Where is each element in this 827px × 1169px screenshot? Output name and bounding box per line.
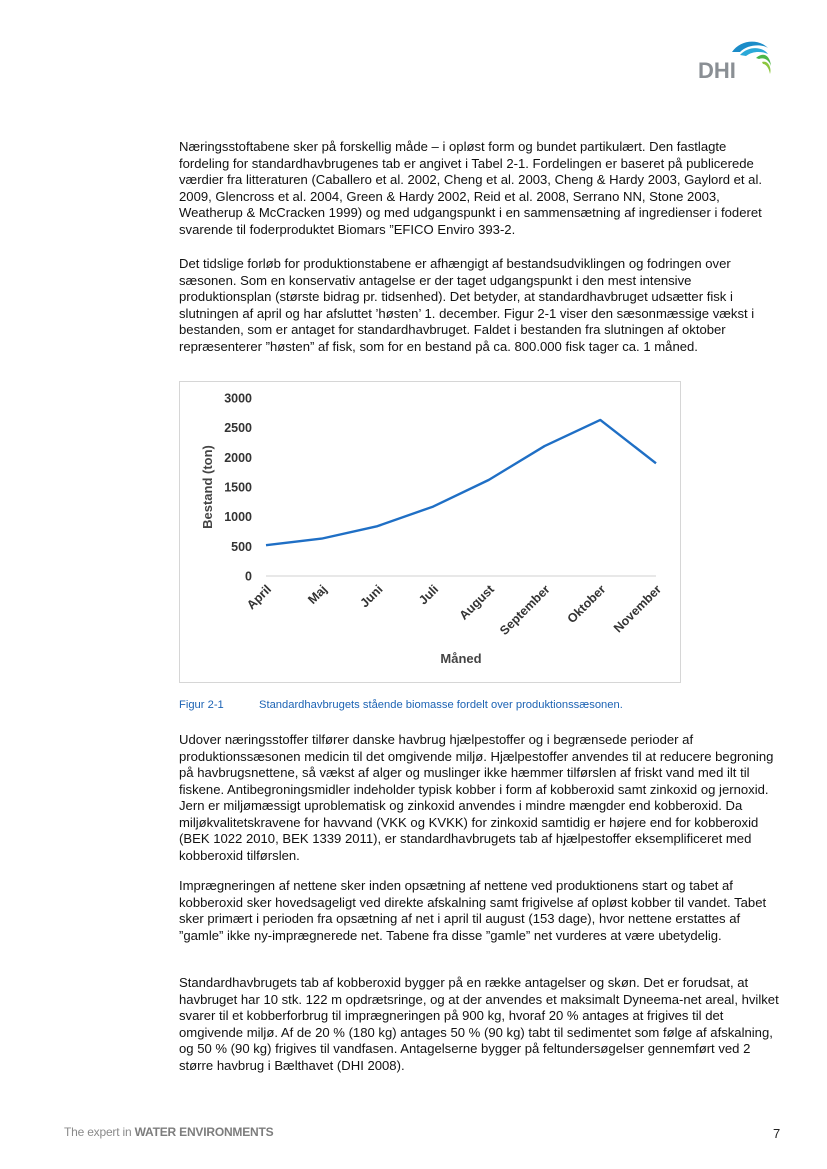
x-axis-label: Måned (440, 651, 482, 666)
x-tick-label: August (456, 582, 497, 623)
y-tick-label: 1000 (224, 510, 252, 525)
x-tick-label: April (244, 582, 275, 613)
paragraph-2: Det tidslige forløb for produktionstabene er afhængigt af bestandsudviklingen og fodringen over sæsonen. Som en konservativ antagelse er der taget udgangspunkt i den mest intensive produktionsplan (største bidrag pr. tidsenhed). Det betyder, at standardhavbruget udsætter fisk i slutningen af april og har afsluttet ’høsten’ 1. december. Figur 2-1 viser den sæsonmæssige vækst i bestanden, som er antaget for standardhavbruget. Faldet i bestanden fra slutningen af oktober repræsenterer ”høsten” af fisk, som for en bestand på ca. 800.000 fisk tager ca. 1 måned. (179, 256, 755, 354)
y-tick-label: 0 (245, 569, 252, 584)
paragraph-5: Standardhavbrugets tab af kobberoxid bygger på en række antagelser og skøn. Det er forudsat, at havbruget har 10 stk. 122 m opdrætsringe, og at der anvendes et maksimalt Dyneema-net areal, hvilket svarer til et kobberforbrug til imprægneringen på 900 kg, hvoraf 20 % antages at frigives til det omgivende miljø. Af de 20 % (180 kg) antages 50 % (90 kg) tabt til sedimentet som følge af afskalning, og 50 % (90 kg) frigives til vandfasen. Antagelserne bygger på feltundersøgelser gennemført ved 2 større havbrug i Bælthavet (DHI 2008). (179, 975, 779, 1073)
footer-tagline (64, 1125, 273, 1139)
y-tick-label: 3000 (224, 391, 252, 406)
y-tick-label: 1500 (224, 480, 252, 495)
paragraph-4: Imprægneringen af nettene sker inden opsætning af nettene ved produktionens start og tabet af kobberoxid sker hovedsageligt ved direkte afskalning samt frigivelse af opløst kobber til vandet. Tabet sker primært i perioden fra opsætning af net i april til august (153 dage), hvor nettene erstattes af ”gamle” ikke ny-imprægnerede net. Tabene fra disse ”gamle” net vurderes at være ubetydelig. (179, 878, 767, 943)
figure-chart (179, 381, 681, 683)
y-axis-label: Bestand (ton) (200, 445, 215, 529)
footer-tagline-prefix: The expert in (64, 1125, 135, 1139)
x-tick-label: September (497, 582, 553, 638)
x-tick-label: Juli (416, 582, 442, 608)
paragraph-3: Udover næringsstoffer tilfører danske havbrug hjælpestoffer og i begrænsede perioder af produktionssæsonen medicin til det omgivende miljø. Hjælpestoffer anvendes til at reducere begroning på havbrugsnettene, så vækst af alger og muslinger ikke hæmmer tilførslen af friskt vand med ilt til fiskene. Antibegroningsmidler indeholder typisk kobber i form af kobberoxid samt zinkoxid og jernoxid. Jern er miljømæssigt uproblematisk og zinkoxid anvendes i mindre mængder end kobberoxid. Da miljøkvalitetskravene for havvand (VKK og KVKK) for zinkoxid samtidig er højere end for kobberoxid (BEK 1022 2010, BEK 1339 2011), er standardhavbrugets tab af hjælpestoffer eksemplificeret med kobberoxid tilførslen. (179, 732, 774, 863)
figure-caption-text: Standardhavbrugets stående biomasse fordelt over produktionssæsonen. (259, 699, 623, 711)
logo-text: DHI (698, 58, 736, 82)
dhi-logo (696, 38, 774, 82)
page-number: 7 (773, 1126, 781, 1141)
paragraph-1: Næringsstoftabene sker på forskellig måde – i opløst form og bundet partikulært. Den fastlagte fordeling for standardhavbrugenes tab er angivet i Tabel 2-1. Fordelingen er baseret på publicerede værdier fra litteraturen (Caballero et al. 2002, Cheng et al. 2003, Cheng & Hardy 2003, Gaylord et al. 2009, Glencross et al. 2004, Green & Hardy 2002, Reid et al. 2008, Serrano NN, Stone 2003, Weatherup & McCracken 1999) og med udgangspunkt i en sammensætning af ingredienser i foderet svarende til foderproduktet Biomars ”EFICO Enviro 393-2. (179, 139, 762, 237)
y-tick-label: 2500 (224, 421, 252, 436)
y-tick-label: 2000 (224, 450, 252, 465)
x-tick-label: Oktober (564, 582, 609, 627)
figure-number: Figur 2-1 (179, 699, 224, 711)
y-tick-label: 500 (231, 539, 252, 554)
x-tick-label: Maj (305, 582, 330, 607)
series-line (266, 420, 656, 545)
x-tick-label: Juni (357, 582, 386, 611)
footer-tagline-bold: WATER ENVIRONMENTS (134, 1125, 274, 1139)
x-tick-label: November (610, 582, 665, 636)
line-chart (180, 382, 682, 684)
